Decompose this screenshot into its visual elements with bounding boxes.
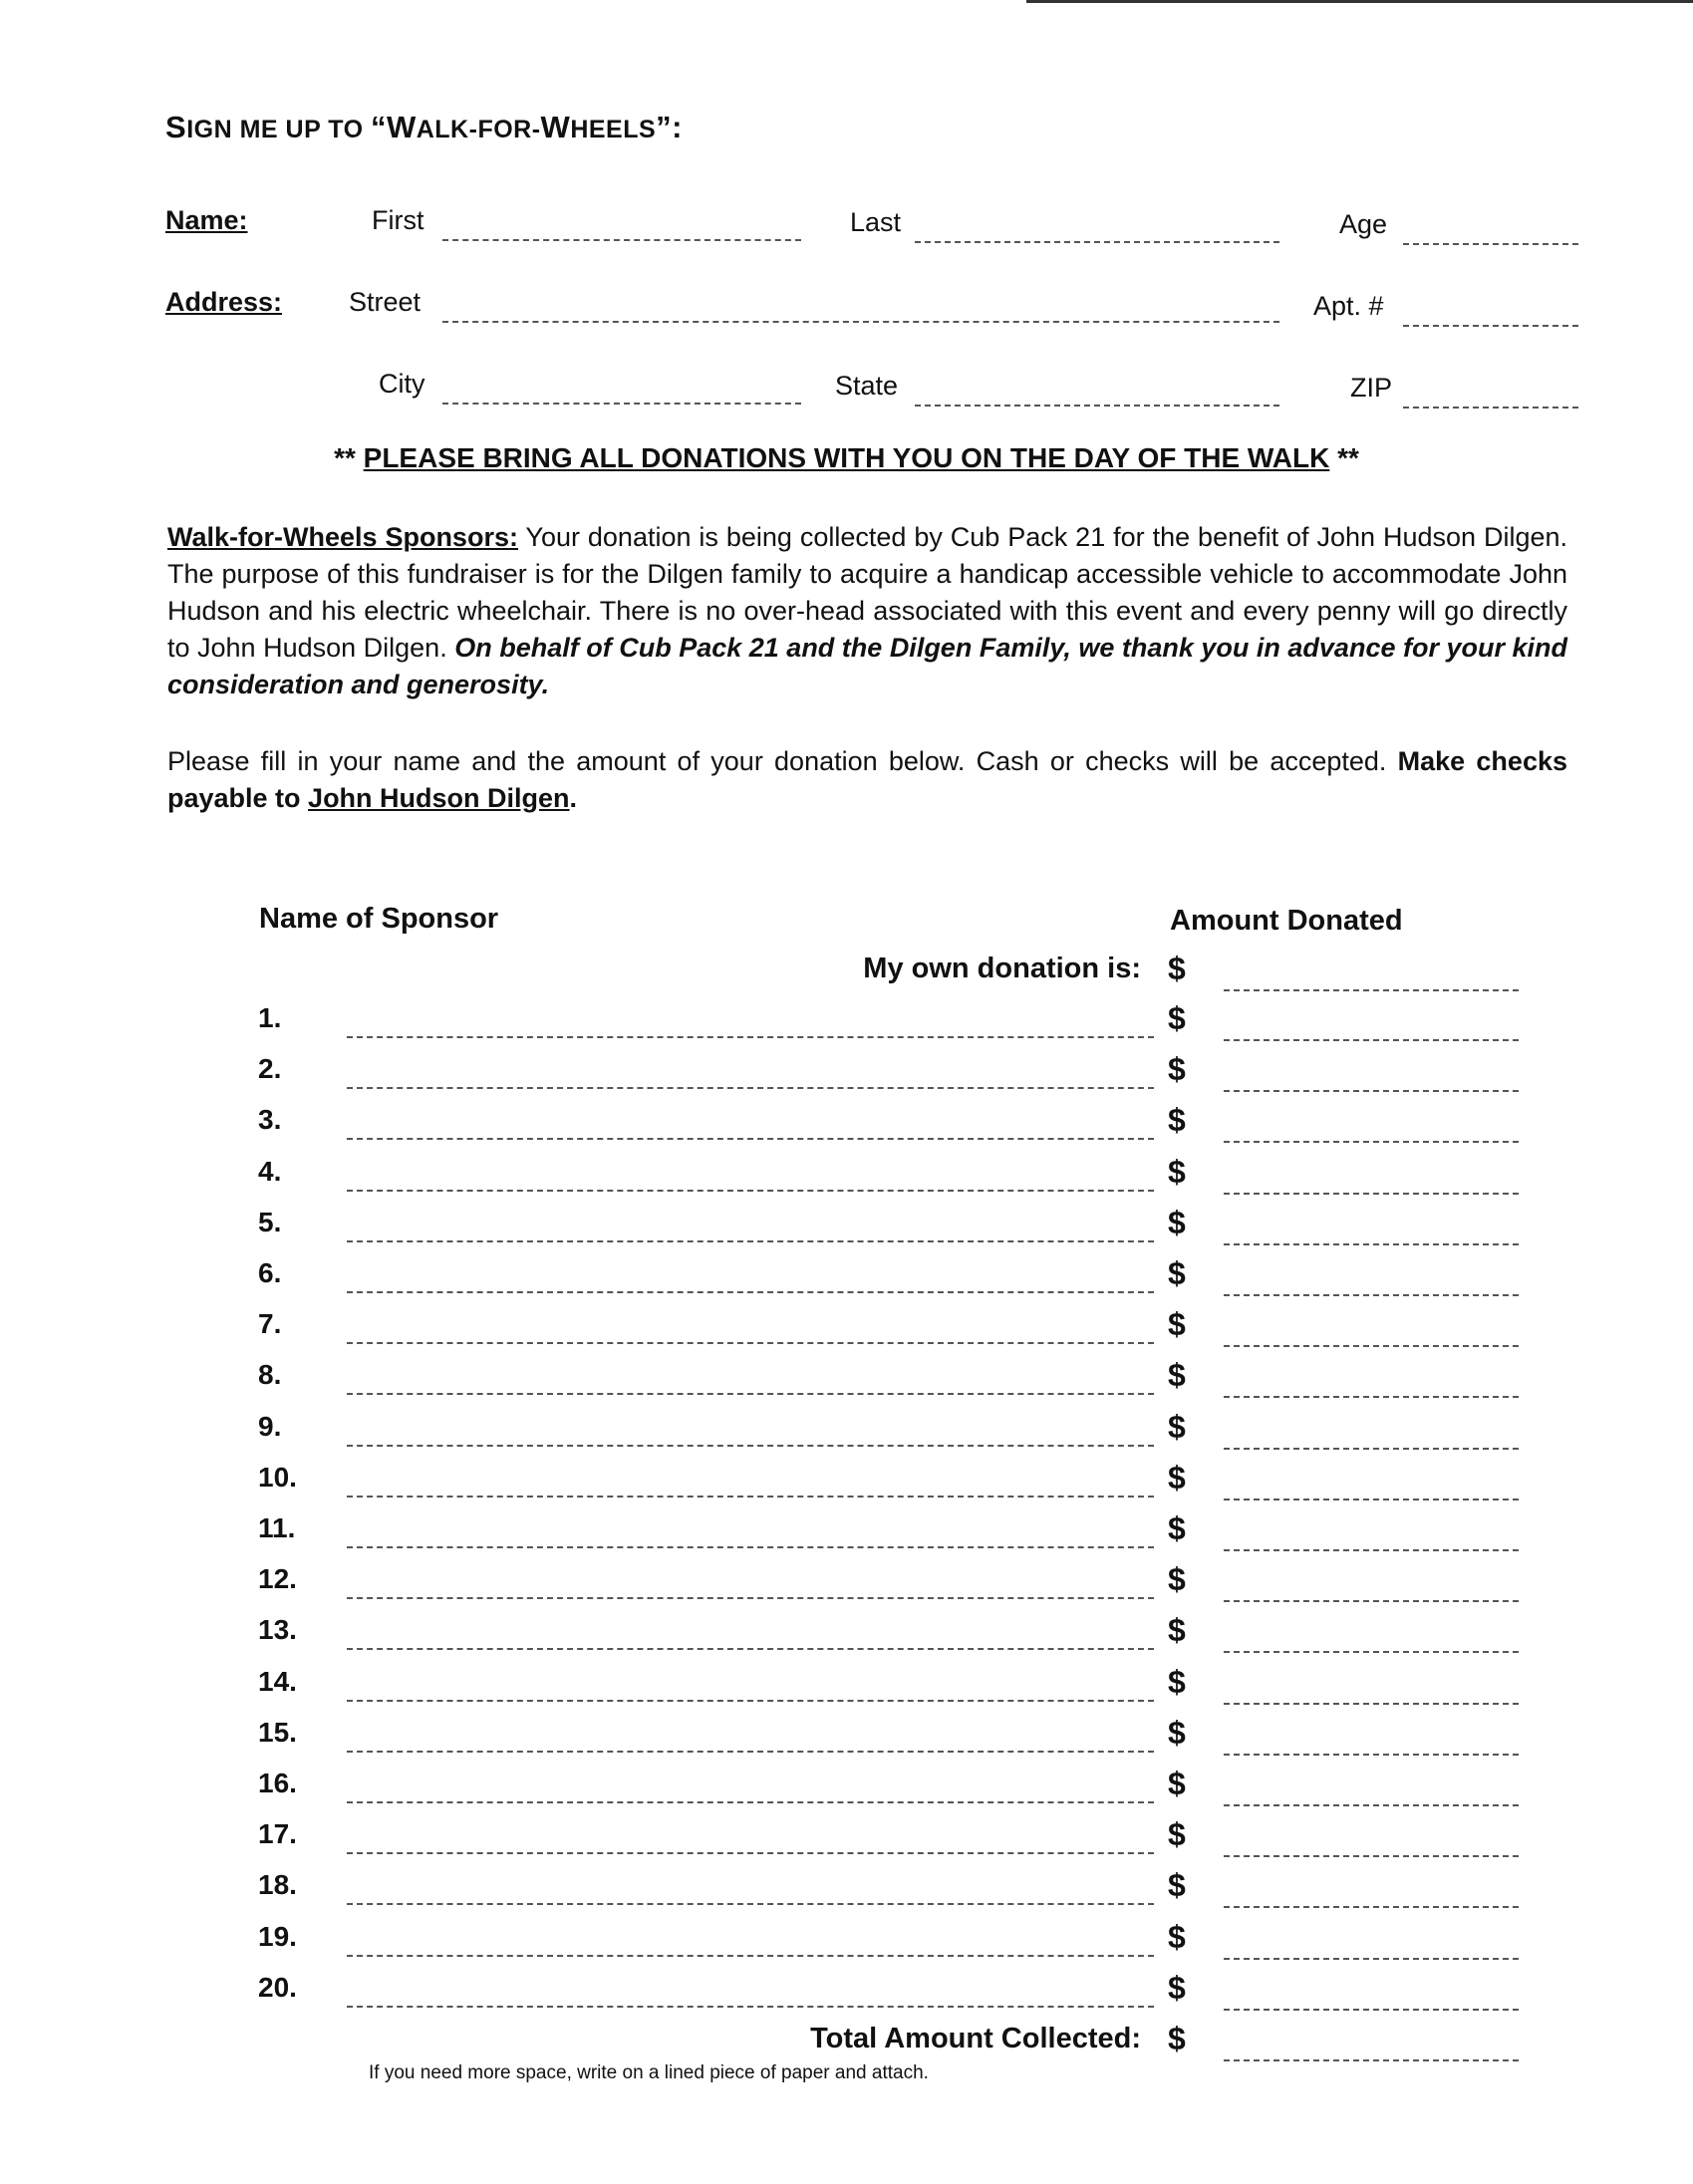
row-number: 19.	[258, 1921, 297, 1952]
payee-name: John Hudson Dilgen	[308, 783, 570, 813]
amount-field[interactable]	[1224, 1549, 1519, 1551]
amount-field[interactable]	[1224, 1754, 1519, 1756]
row-number: 10.	[258, 1462, 297, 1493]
sponsor-name-field[interactable]	[347, 1648, 1154, 1650]
city-field[interactable]	[442, 403, 801, 405]
sponsor-name-field[interactable]	[347, 1036, 1154, 1038]
zip-field[interactable]	[1403, 407, 1578, 409]
total-label: Total Amount Collected:	[810, 2023, 1141, 2054]
footnote: If you need more space, write on a lined piece of paper and attach.	[369, 2062, 929, 2083]
row-number: 1.	[258, 1002, 282, 1033]
row-number: 16.	[258, 1768, 297, 1798]
row-number: 14.	[258, 1666, 297, 1697]
state-field[interactable]	[915, 405, 1279, 407]
city-label: City	[379, 369, 425, 399]
row-number: 12.	[258, 1563, 297, 1594]
total-dollar: $	[1168, 2021, 1186, 2056]
row-number: 9.	[258, 1411, 282, 1442]
row-number: 11.	[258, 1512, 296, 1543]
amount-field[interactable]	[1224, 1804, 1519, 1806]
row-dollar: $	[1168, 1000, 1186, 1036]
first-name-label: First	[372, 205, 424, 235]
row-dollar: $	[1168, 1102, 1186, 1138]
address-label: Address:	[165, 287, 283, 317]
row-dollar: $	[1168, 1051, 1186, 1087]
apt-field[interactable]	[1403, 325, 1578, 327]
sponsor-name-field[interactable]	[347, 1903, 1154, 1905]
row-dollar: $	[1168, 1664, 1186, 1700]
row-dollar: $	[1168, 1306, 1186, 1342]
sponsors-paragraph: Walk-for-Wheels Sponsors: Your donation is being collected by Cub Pack 21 for the benefit of John Hudson Dilgen. The purpose of this fundraiser is for the Dilgen family to acquire a handicap accessible vehicle to accommodate John Hudson and his electric wheelchair. There is no over-head associated with this event and every penny will go directly to John Hudson Dilgen. On behalf of Cub Pack 21 and the Dilgen Family, we thank you in advance for your kind consideration and generosity.	[167, 522, 1568, 699]
row-dollar: $	[1168, 1255, 1186, 1291]
row-dollar: $	[1168, 1357, 1186, 1393]
age-label: Age	[1339, 209, 1388, 239]
sponsor-name-field[interactable]	[347, 1751, 1154, 1753]
amount-column-header: Amount Donated	[1170, 905, 1403, 937]
sponsor-name-field[interactable]	[347, 1393, 1154, 1395]
row-number: 13.	[258, 1614, 297, 1645]
sponsor-name-field[interactable]	[347, 1852, 1154, 1854]
amount-field[interactable]	[1224, 1193, 1519, 1195]
name-label: Name:	[165, 205, 248, 235]
street-label: Street	[349, 287, 422, 317]
thanks-text: On behalf of Cub Pack 21 and the Dilgen Family, we thank you in advance for your kind consideration and generosity.	[167, 633, 1567, 699]
sponsor-name-field[interactable]	[347, 1955, 1154, 1957]
row-number: 18.	[258, 1869, 297, 1900]
amount-field[interactable]	[1224, 1039, 1519, 1041]
row-number: 20.	[258, 1972, 297, 2003]
amount-field[interactable]	[1224, 1448, 1519, 1450]
amount-field[interactable]	[1224, 1141, 1519, 1143]
form-title: SIGN ME UP TO “WALK-FOR-WHEELS”:	[165, 110, 683, 144]
row-dollar: $	[1168, 1561, 1186, 1597]
row-number: 7.	[258, 1308, 282, 1339]
own-donation-field[interactable]	[1224, 989, 1519, 991]
age-field[interactable]	[1403, 243, 1578, 245]
row-number: 8.	[258, 1359, 282, 1390]
amount-field[interactable]	[1224, 1703, 1519, 1705]
row-dollar: $	[1168, 1766, 1186, 1801]
sponsor-name-field[interactable]	[347, 1138, 1154, 1140]
row-dollar: $	[1168, 1715, 1186, 1751]
own-donation-label: My own donation is:	[863, 953, 1141, 984]
scan-top-edge	[1026, 0, 1693, 3]
amount-field[interactable]	[1224, 1243, 1519, 1245]
amount-field[interactable]	[1224, 2009, 1519, 2011]
amount-field[interactable]	[1224, 1090, 1519, 1092]
street-field[interactable]	[442, 321, 1279, 323]
amount-field[interactable]	[1224, 1651, 1519, 1653]
amount-field[interactable]	[1224, 1499, 1519, 1501]
state-label: State	[835, 371, 899, 401]
total-field[interactable]	[1224, 2059, 1519, 2061]
row-dollar: $	[1168, 1816, 1186, 1852]
amount-field[interactable]	[1224, 1294, 1519, 1296]
sponsor-name-field[interactable]	[347, 1240, 1154, 1242]
row-dollar: $	[1168, 1612, 1186, 1648]
last-name-label: Last	[850, 207, 902, 237]
sponsor-name-field[interactable]	[347, 1445, 1154, 1447]
sponsor-name-field[interactable]	[347, 1496, 1154, 1498]
zip-label: ZIP	[1350, 373, 1393, 403]
row-dollar: $	[1168, 1205, 1186, 1240]
instructions-paragraph: Please fill in your name and the amount of your donation below. Cash or checks will be accepted. Make checks payable to John Hudson Dilgen.	[167, 746, 1567, 813]
row-number: 15.	[258, 1717, 297, 1748]
amount-field[interactable]	[1224, 1600, 1519, 1602]
amount-field[interactable]	[1224, 1958, 1519, 1960]
amount-field[interactable]	[1224, 1396, 1519, 1398]
row-number: 3.	[258, 1104, 282, 1135]
row-number: 5.	[258, 1207, 282, 1237]
sponsor-column-header: Name of Sponsor	[259, 903, 499, 935]
first-name-field[interactable]	[442, 239, 801, 241]
sponsor-name-field[interactable]	[347, 1342, 1154, 1344]
amount-field[interactable]	[1224, 1345, 1519, 1347]
sponsor-name-field[interactable]	[347, 1546, 1154, 1548]
row-number: 4.	[258, 1156, 282, 1187]
amount-field[interactable]	[1224, 1906, 1519, 1908]
sponsor-name-field[interactable]	[347, 2006, 1154, 2008]
row-dollar: $	[1168, 1919, 1186, 1955]
row-dollar: $	[1168, 1409, 1186, 1445]
sponsor-name-field[interactable]	[347, 1597, 1154, 1599]
row-dollar: $	[1168, 1154, 1186, 1190]
row-dollar: $	[1168, 1460, 1186, 1496]
last-name-field[interactable]	[915, 241, 1279, 243]
row-dollar: $	[1168, 1510, 1186, 1546]
donation-notice: ** PLEASE BRING ALL DONATIONS WITH YOU ON THE DAY OF THE WALK **	[334, 442, 1359, 473]
row-dollar: $	[1168, 1970, 1186, 2006]
sponsor-name-field[interactable]	[347, 1291, 1154, 1293]
sponsor-name-field[interactable]	[347, 1801, 1154, 1803]
amount-field[interactable]	[1224, 1855, 1519, 1857]
sponsors-heading: Walk-for-Wheels Sponsors:	[167, 522, 518, 552]
sponsor-name-field[interactable]	[347, 1700, 1154, 1702]
row-dollar: $	[1168, 1867, 1186, 1903]
row-number: 17.	[258, 1818, 297, 1849]
apt-label: Apt. #	[1313, 291, 1384, 321]
own-donation-dollar: $	[1168, 951, 1186, 986]
sponsor-name-field[interactable]	[347, 1087, 1154, 1089]
sponsor-name-field[interactable]	[347, 1190, 1154, 1192]
row-number: 6.	[258, 1257, 282, 1288]
row-number: 2.	[258, 1053, 282, 1084]
